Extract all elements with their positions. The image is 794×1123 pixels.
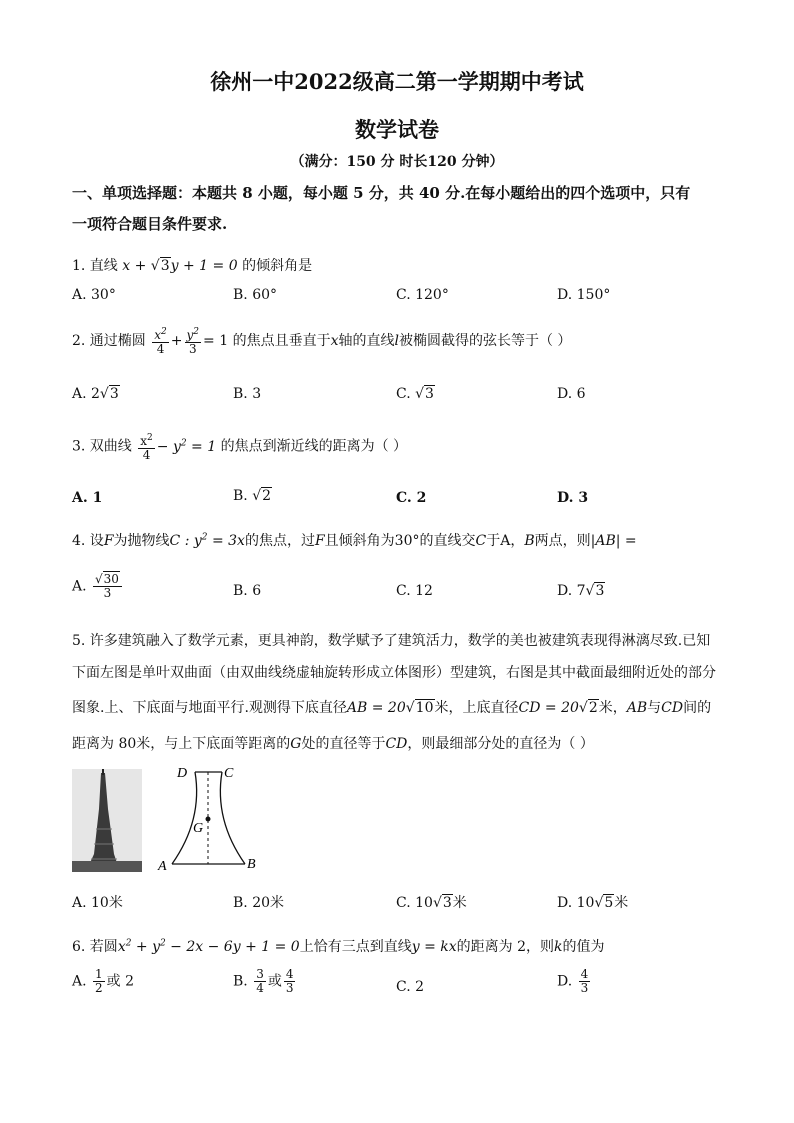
label-c: C [224, 766, 234, 781]
question-2-prefix: 2. 通过椭圆 [72, 333, 146, 349]
question-3-prefix: 3. 双曲线 [72, 438, 132, 455]
q5-option-d[interactable]: D. 10√5米 [557, 895, 629, 911]
label-g: G [193, 821, 204, 836]
question-6: 6. 若圆$x^2 + y^2 - 2x - 6y + 1 = 0$上恰有三点到直线y = kx的距离为 2，则k的值为 [72, 938, 605, 955]
q2-option-a[interactable]: A. 2√3 [72, 386, 119, 402]
question-5-line1: 5. 许多建筑融入了数学元素，更具神韵，数学赋予了建筑活力，数学的美也被建筑表现得淋漓尽致.已知 [72, 633, 711, 649]
q6-option-b[interactable]: B. $\frac{3}{4}$ 或 $\frac{4}{3}$ [233, 967, 294, 995]
q6-option-a[interactable]: A. $\frac{1}{2}$ 或 2 [72, 967, 135, 995]
question-1-suffix: 的倾斜角是 [242, 258, 313, 274]
q3-option-c[interactable]: C. 2 [396, 490, 427, 506]
q5-option-a[interactable]: A. 10米 [72, 895, 123, 911]
q1-option-c[interactable]: C. 120° [396, 287, 449, 303]
q4-option-c[interactable]: C. 12 [396, 583, 433, 599]
q3-option-d[interactable]: D. 3 [557, 490, 589, 506]
q3-option-b[interactable]: B. √2 [233, 488, 272, 504]
question-2-end: 被椭圆截得的弦长等于（ ） [398, 333, 572, 349]
question-5-line2: 下面左图是单叶双曲面（由双曲线绕虚轴旋转形成立体图形）型建筑，右图是其中截面最细附近处的部分 [72, 665, 716, 681]
q6-option-c[interactable]: C. 2 [396, 979, 425, 995]
question-2: 2. 通过椭圆 $\frac{x^2}{4}$ + $\frac{y^2}{3}$ = 1 的焦点且垂直于x轴的直线l被椭圆截得的弦长等于（ ） [72, 327, 572, 356]
q1-option-a[interactable]: A. 30° [72, 287, 116, 303]
label-a: A [158, 859, 167, 874]
exam-meta: （满分：150 分 时长120 分钟） [290, 154, 504, 170]
label-d: D [177, 766, 188, 781]
q3-option-a[interactable]: A. 1 [72, 490, 103, 506]
question-1-equation: x + √3y + 1 = 0 [122, 258, 238, 274]
question-2-var-l: l [394, 333, 399, 349]
tower-photo [72, 769, 142, 872]
page-subtitle: 数学试卷 [355, 117, 439, 142]
label-b: B [247, 857, 256, 872]
question-5-line4: 距离为 80米，与上下底面等距离的G处的直径等于CD，则最细部分处的直径为（ ） [72, 736, 594, 752]
question-2-mid: 轴的直线 [338, 333, 395, 349]
page-title: 徐州一中2022级高二第一学期期中考试 [210, 69, 584, 94]
question-1 [72, 255, 312, 275]
q2-option-b[interactable]: B. 3 [233, 386, 262, 402]
question-4: 4. 设F为抛物线C : $y^2 = 3x$的焦点，过F且倾斜角为30°的直线交C于A，B两点，则|AB| = [72, 532, 637, 549]
question-2-frac-y: $\frac{y^2}{3}$ [186, 327, 200, 356]
question-2-frac-x: $\frac{x^2}{4}$ [154, 327, 167, 356]
question-3-frac: $\frac{x^2}{4}$ [140, 432, 153, 462]
q5-option-b[interactable]: B. 20米 [233, 895, 285, 911]
q4-option-b[interactable]: B. 6 [233, 583, 262, 599]
section-heading-line1: 一、单项选择题：本题共 8 小题，每小题 5 分，共 40 分.在每小题给出的四个选项中，只有 [72, 184, 691, 202]
hyperboloid-diagram [150, 760, 270, 876]
question-3: 3. 双曲线 $\frac{x^2}{4}$ − $y^2 = 1$ 的焦点到渐近线的距离为（ ） [72, 432, 408, 462]
q5-option-c[interactable]: C. 10√3米 [396, 895, 467, 911]
question-1-prefix: 1. 直线 [72, 258, 118, 274]
q2-option-c[interactable]: C. √3 [396, 386, 434, 402]
q4-option-d[interactable]: D. 7√3 [557, 583, 605, 599]
section-heading-line2: 一项符合题目条件要求. [72, 215, 228, 233]
q2-option-d[interactable]: D. 6 [557, 386, 586, 402]
q1-option-d[interactable]: D. 150° [557, 287, 611, 303]
question-5-line3: 图象.上、下底面与地面平行.观测得下底直径AB = 20√10米，上底直径CD = 20√2米，AB与CD间的 [72, 700, 712, 716]
question-2-var-x: x [330, 333, 339, 349]
question-3-suffix: 的焦点到渐近线的距离为（ ） [220, 438, 408, 455]
q1-option-b[interactable]: B. 60° [233, 287, 278, 303]
q6-option-d[interactable]: D. $\frac{4}{3}$ [557, 967, 589, 995]
q4-option-a[interactable]: A. $\frac{√30}{3}$ [72, 573, 124, 600]
question-2-suffix: 的焦点且垂直于 [232, 333, 331, 349]
